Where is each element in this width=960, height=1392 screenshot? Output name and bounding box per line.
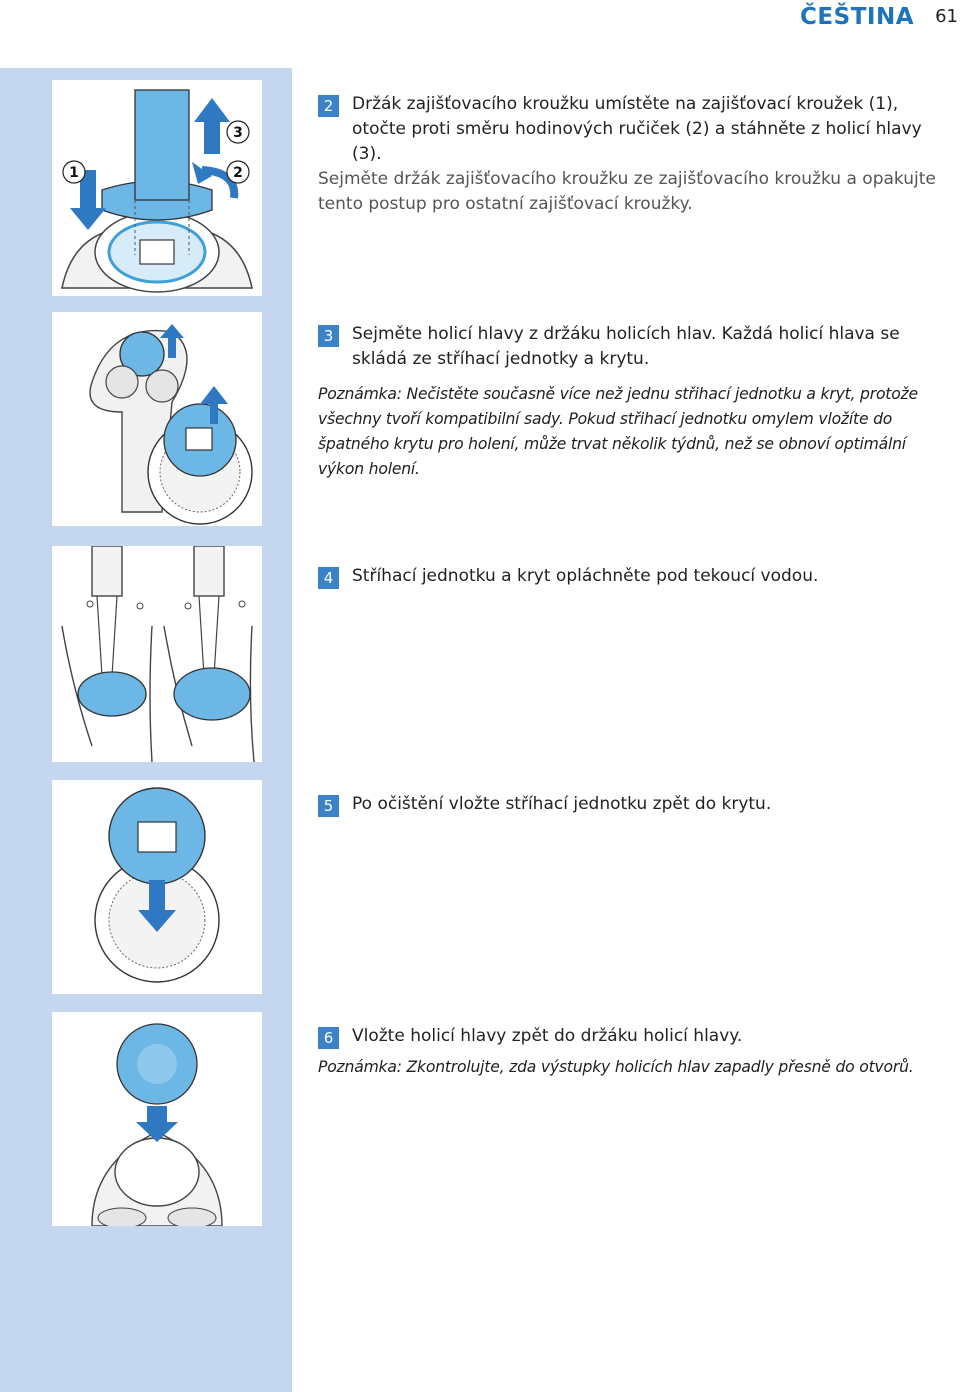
step-4 xyxy=(318,564,954,589)
illustration-place-heads-back xyxy=(52,1012,262,1226)
notch-step-2 xyxy=(262,80,292,120)
language-title: ČEŠTINA xyxy=(800,4,914,30)
illustration-rinse-under-tap xyxy=(52,546,262,762)
step-number-badge: 5 xyxy=(318,795,339,817)
notch-step-4 xyxy=(262,556,292,596)
step-6 xyxy=(318,1024,954,1080)
step-continuation-text: Sejměte držák zajišťovacího kroužku ze zajišťovacího kroužku a opakujte tento postup pro ostatní zajišťovací kroužky. xyxy=(318,169,936,214)
step-number-badge: 4 xyxy=(318,567,339,589)
callout-2 xyxy=(227,161,249,183)
step-text: Držák zajišťovacího kroužku umístěte na zajišťovací kroužek (1), otočte proti směru hodinových ručiček (2) a stáhněte z holicí hlavy (3). xyxy=(352,94,922,164)
notch-step-3 xyxy=(262,314,292,354)
step-5 xyxy=(318,792,954,817)
step-3 xyxy=(318,322,954,482)
step-text: Sejměte holicí hlavy z držáku holicích hlav. Každá holicí hlava se skládá ze stříhací jednotky a krytu. xyxy=(352,324,900,369)
step-text: Po očištění vložte stříhací jednotku zpět do krytu. xyxy=(352,794,772,814)
svg-text:3: 3 xyxy=(233,125,243,141)
page-number: 61 xyxy=(935,6,958,27)
step-note: Poznámka: Nečistěte současně více než jednu střihací jednotku a kryt, protože všechny tvoří kompatibilní sady. Pokud střihací jednotku omylem vložíte do špatného krytu pro holení, může trvat několik týdnů, než se obnoví optimální výkon holení. xyxy=(318,385,918,478)
callout-3 xyxy=(227,121,249,143)
illustration-remove-shaving-heads xyxy=(52,312,262,526)
step-number-badge: 2 xyxy=(318,95,339,117)
illustration-retaining-ring-holder xyxy=(52,80,262,296)
step-number-badge: 3 xyxy=(318,325,339,347)
callout-1 xyxy=(63,161,85,183)
illustration-insert-cutter xyxy=(52,780,262,994)
notch-step-6 xyxy=(262,1016,292,1056)
step-text: Stříhací jednotku a kryt opláchněte pod tekoucí vodou. xyxy=(352,566,819,586)
step-2 xyxy=(318,92,954,217)
step-note: Poznámka: Zkontrolujte, zda výstupky holicích hlav zapadly přesně do otvorů. xyxy=(318,1058,914,1076)
step-number-badge: 6 xyxy=(318,1027,339,1049)
step-text: Vložte holicí hlavy zpět do držáku holicí hlavy. xyxy=(352,1026,743,1046)
notch-step-5 xyxy=(262,784,292,824)
page-header xyxy=(0,0,960,40)
svg-text:2: 2 xyxy=(233,165,243,181)
svg-text:1: 1 xyxy=(69,165,79,181)
